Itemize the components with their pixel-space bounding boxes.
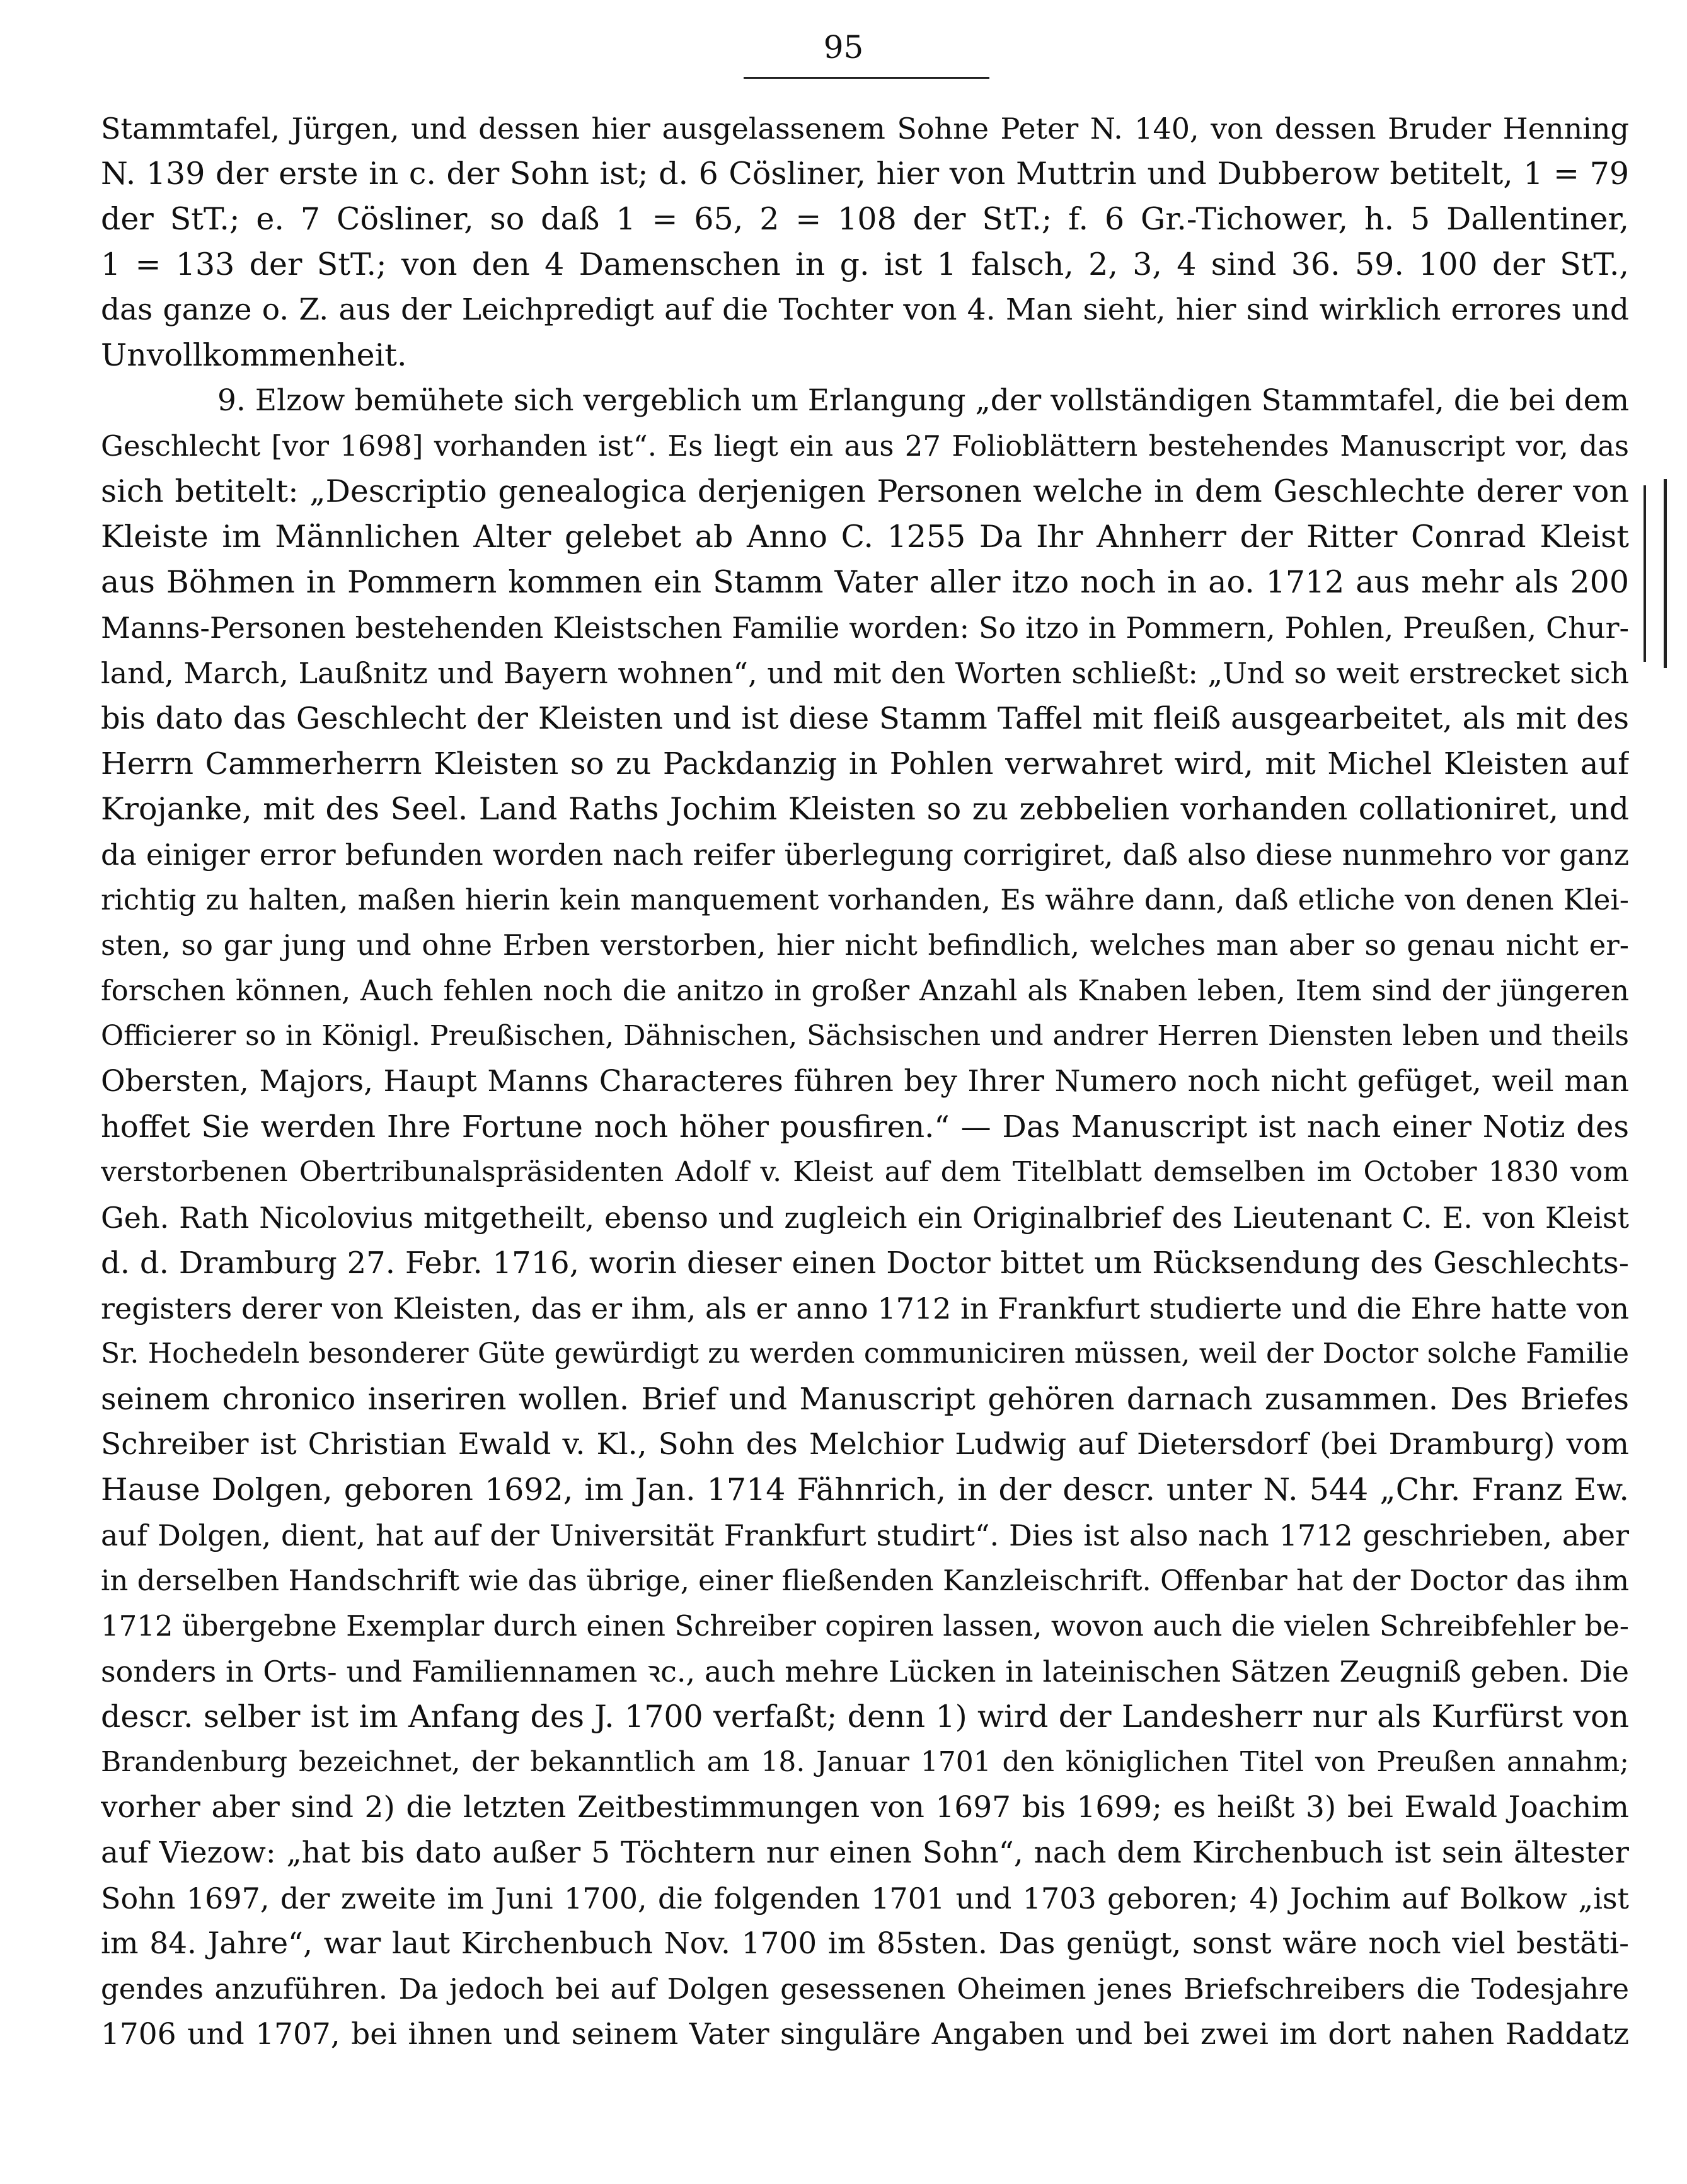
margin-mark-right	[1664, 479, 1667, 668]
text-line: 1 = 133 der StT.; von den 4 Damenschen in g. ist 1 falsch, 2, 3, 4 sind 36. 59. 100 der StT.,	[101, 246, 1629, 282]
text-line: hoffet Sie werden Ihre Fortune noch höher pousfiren.“ — Das Manuscript ist nach einer Notiz des	[101, 1109, 1629, 1145]
text-line: Sohn 1697, der zweite im Juni 1700, die folgenden 1701 und 1703 geboren; 4) Jochim auf Bolkow „ist	[101, 1881, 1629, 1915]
text-line: sonders in Orts- und Familiennamen ꝛc., auch mehre Lücken in lateinischen Sätzen Zeugniß geben. Die	[101, 1655, 1629, 1689]
text-line: Obersten, Majors, Haupt Manns Characteres führen bey Ihrer Numero noch nicht gefüget, weil man	[101, 1064, 1629, 1099]
text-line: Manns-Personen bestehenden Kleistschen Familie worden: So itzo in Pommern, Pohlen, Preußen, Chur-	[101, 611, 1629, 645]
text-line: da einiger error befunden worden nach reifer überlegung corrigiret, daß also diese nunmehro vor ganz	[101, 838, 1629, 872]
text-line: Geschlecht [vor 1698] vorhanden ist“. Es liegt ein aus 27 Folioblättern bestehendes Manuscript vor, das	[101, 429, 1629, 463]
text-line: Hause Dolgen, geboren 1692, im Jan. 1714 Fähnrich, in der descr. unter N. 544 „Chr. Franz Ew.	[101, 1472, 1629, 1508]
text-line: Schreiber ist Christian Ewald v. Kl., Sohn des Melchior Ludwig auf Dietersdorf (bei Dramburg) vom	[101, 1427, 1629, 1462]
text-line: 1706 und 1707, bei ihnen und seinem Vater singuläre Angaben und bei zwei im dort nahen Raddatz	[101, 2017, 1629, 2052]
margin-mark-left	[1644, 485, 1646, 662]
text-line: auf Dolgen, dient, hat auf der Universität Frankfurt studirt“. Dies ist also nach 1712 geschrieben, aber	[101, 1518, 1629, 1552]
text-line: Brandenburg bezeichnet, der bekanntlich am 18. Januar 1701 den königlichen Titel von Preußen annahm;	[101, 1746, 1629, 1778]
text-line: sich betitelt: „Descriptio genealogica derjenigen Personen welche in dem Geschlechte derer von	[101, 473, 1629, 509]
text-line: gendes anzuführen. Da jedoch bei auf Dolgen gesessenen Oheimen jenes Briefschreibers die Todesjahre	[101, 1972, 1629, 2006]
text-line: bis dato das Geschlecht der Kleisten und ist diese Stamm Taffel mit fleiß ausgearbeitet, als mit des	[101, 701, 1629, 736]
text-line: 9. Elzow bemühete sich vergeblich um Erlangung „der vollständigen Stammtafel, die bei dem	[217, 383, 1629, 418]
text-line: land, March, Laußnitz und Bayern wohnen“, und mit den Worten schließt: „Und so weit erstrecket sich	[101, 656, 1629, 690]
text-line: vorher aber sind 2) die letzten Zeitbestimmungen von 1697 bis 1699; es heißt 3) bei Ewald Joachim	[101, 1790, 1629, 1825]
text-line: 1712 übergebne Exemplar durch einen Schreiber copiren lassen, wovon auch die vielen Schreibfehler be-	[101, 1609, 1629, 1643]
text-line: seinem chronico inseriren wollen. Brief und Manuscript gehören darnach zusammen. Des Briefes	[101, 1382, 1629, 1417]
text-line: auf Viezow: „hat bis dato außer 5 Töchtern nur einen Sohn“, nach dem Kirchenbuch ist sein ältester	[101, 1835, 1629, 1870]
text-line: in derselben Handschrift wie das übrige, einer fließenden Kanzleischrift. Offenbar hat der Doctor das ihm	[101, 1564, 1629, 1597]
text-line: registers derer von Kleisten, das er ihm, als er anno 1712 in Frankfurt studierte und die Ehre hatte von	[101, 1291, 1629, 1326]
text-line: Officierer so in Königl. Preußischen, Dähnischen, Sächsischen und andrer Herren Diensten leben und theils	[101, 1020, 1629, 1052]
text-line: im 84. Jahre“, war laut Kirchenbuch Nov. 1700 im 85sten. Das genügt, sonst wäre noch viel bestäti-	[101, 1926, 1629, 1961]
header-rule	[744, 77, 989, 79]
text-line: Stammtafel, Jürgen, und dessen hier ausgelassenem Sohne Peter N. 140, von dessen Bruder Henning	[101, 112, 1629, 146]
page-number: 95	[823, 29, 864, 66]
text-line: Unvollkommenheit.	[101, 337, 407, 373]
text-line: d. d. Dramburg 27. Febr. 1716, worin dieser einen Doctor bittet um Rücksendung des Geschlechts-	[101, 1245, 1629, 1281]
text-line: Herrn Cammerherrn Kleisten so zu Packdanzig in Pohlen verwahret wird, mit Michel Kleisten auf	[101, 746, 1629, 782]
text-line: sten, so gar jung und ohne Erben verstorben, hier nicht befindlich, welches man aber so genau nicht er-	[101, 928, 1629, 962]
text-line: aus Böhmen in Pommern kommen ein Stamm Vater aller itzo noch in ao. 1712 aus mehr als 200	[101, 564, 1629, 600]
text-line: Sr. Hochedeln besonderer Güte gewürdigt zu werden communiciren müssen, weil der Doctor solche Familie	[101, 1338, 1629, 1370]
text-line: N. 139 der erste in c. der Sohn ist; d. 6 Cösliner, hier von Muttrin und Dubberow betitelt, 1 = 79	[101, 156, 1629, 192]
text-line: Geh. Rath Nicolovius mitgetheilt, ebenso und zugleich ein Originalbrief des Lieutenant C. E. von Kleist	[101, 1201, 1629, 1235]
text-line: richtig zu halten, maßen hierin kein manquement vorhanden, Es währe dann, daß etliche von denen Klei-	[101, 883, 1629, 916]
text-block	[101, 106, 1629, 2057]
text-line: der StT.; e. 7 Cösliner, so daß 1 = 65, 2 = 108 der StT.; f. 6 Gr.-Tichower, h. 5 Dallentiner,	[101, 201, 1629, 237]
text-line: Krojanke, mit des Seel. Land Raths Jochim Kleisten so zu zebbelien vorhanden collationiret, und	[101, 791, 1629, 827]
text-line: das ganze o. Z. aus der Leichpredigt auf die Tochter von 4. Man sieht, hier sind wirklich errores und	[101, 292, 1629, 327]
text-line: Kleiste im Männlichen Alter gelebet ab Anno C. 1255 Da Ihr Ahnherr der Ritter Conrad Kleist	[101, 519, 1629, 555]
text-line: descr. selber ist im Anfang des J. 1700 verfaßt; denn 1) wird der Landesherr nur als Kurfürst von	[101, 1699, 1629, 1735]
text-line: forschen können, Auch fehlen noch die anitzo in großer Anzahl als Knaben leben, Item sind der jüngeren	[101, 974, 1629, 1007]
text-line: verstorbenen Obertribunalspräsidenten Adolf v. Kleist auf dem Titelblatt demselben im October 1830 vom	[101, 1156, 1629, 1188]
